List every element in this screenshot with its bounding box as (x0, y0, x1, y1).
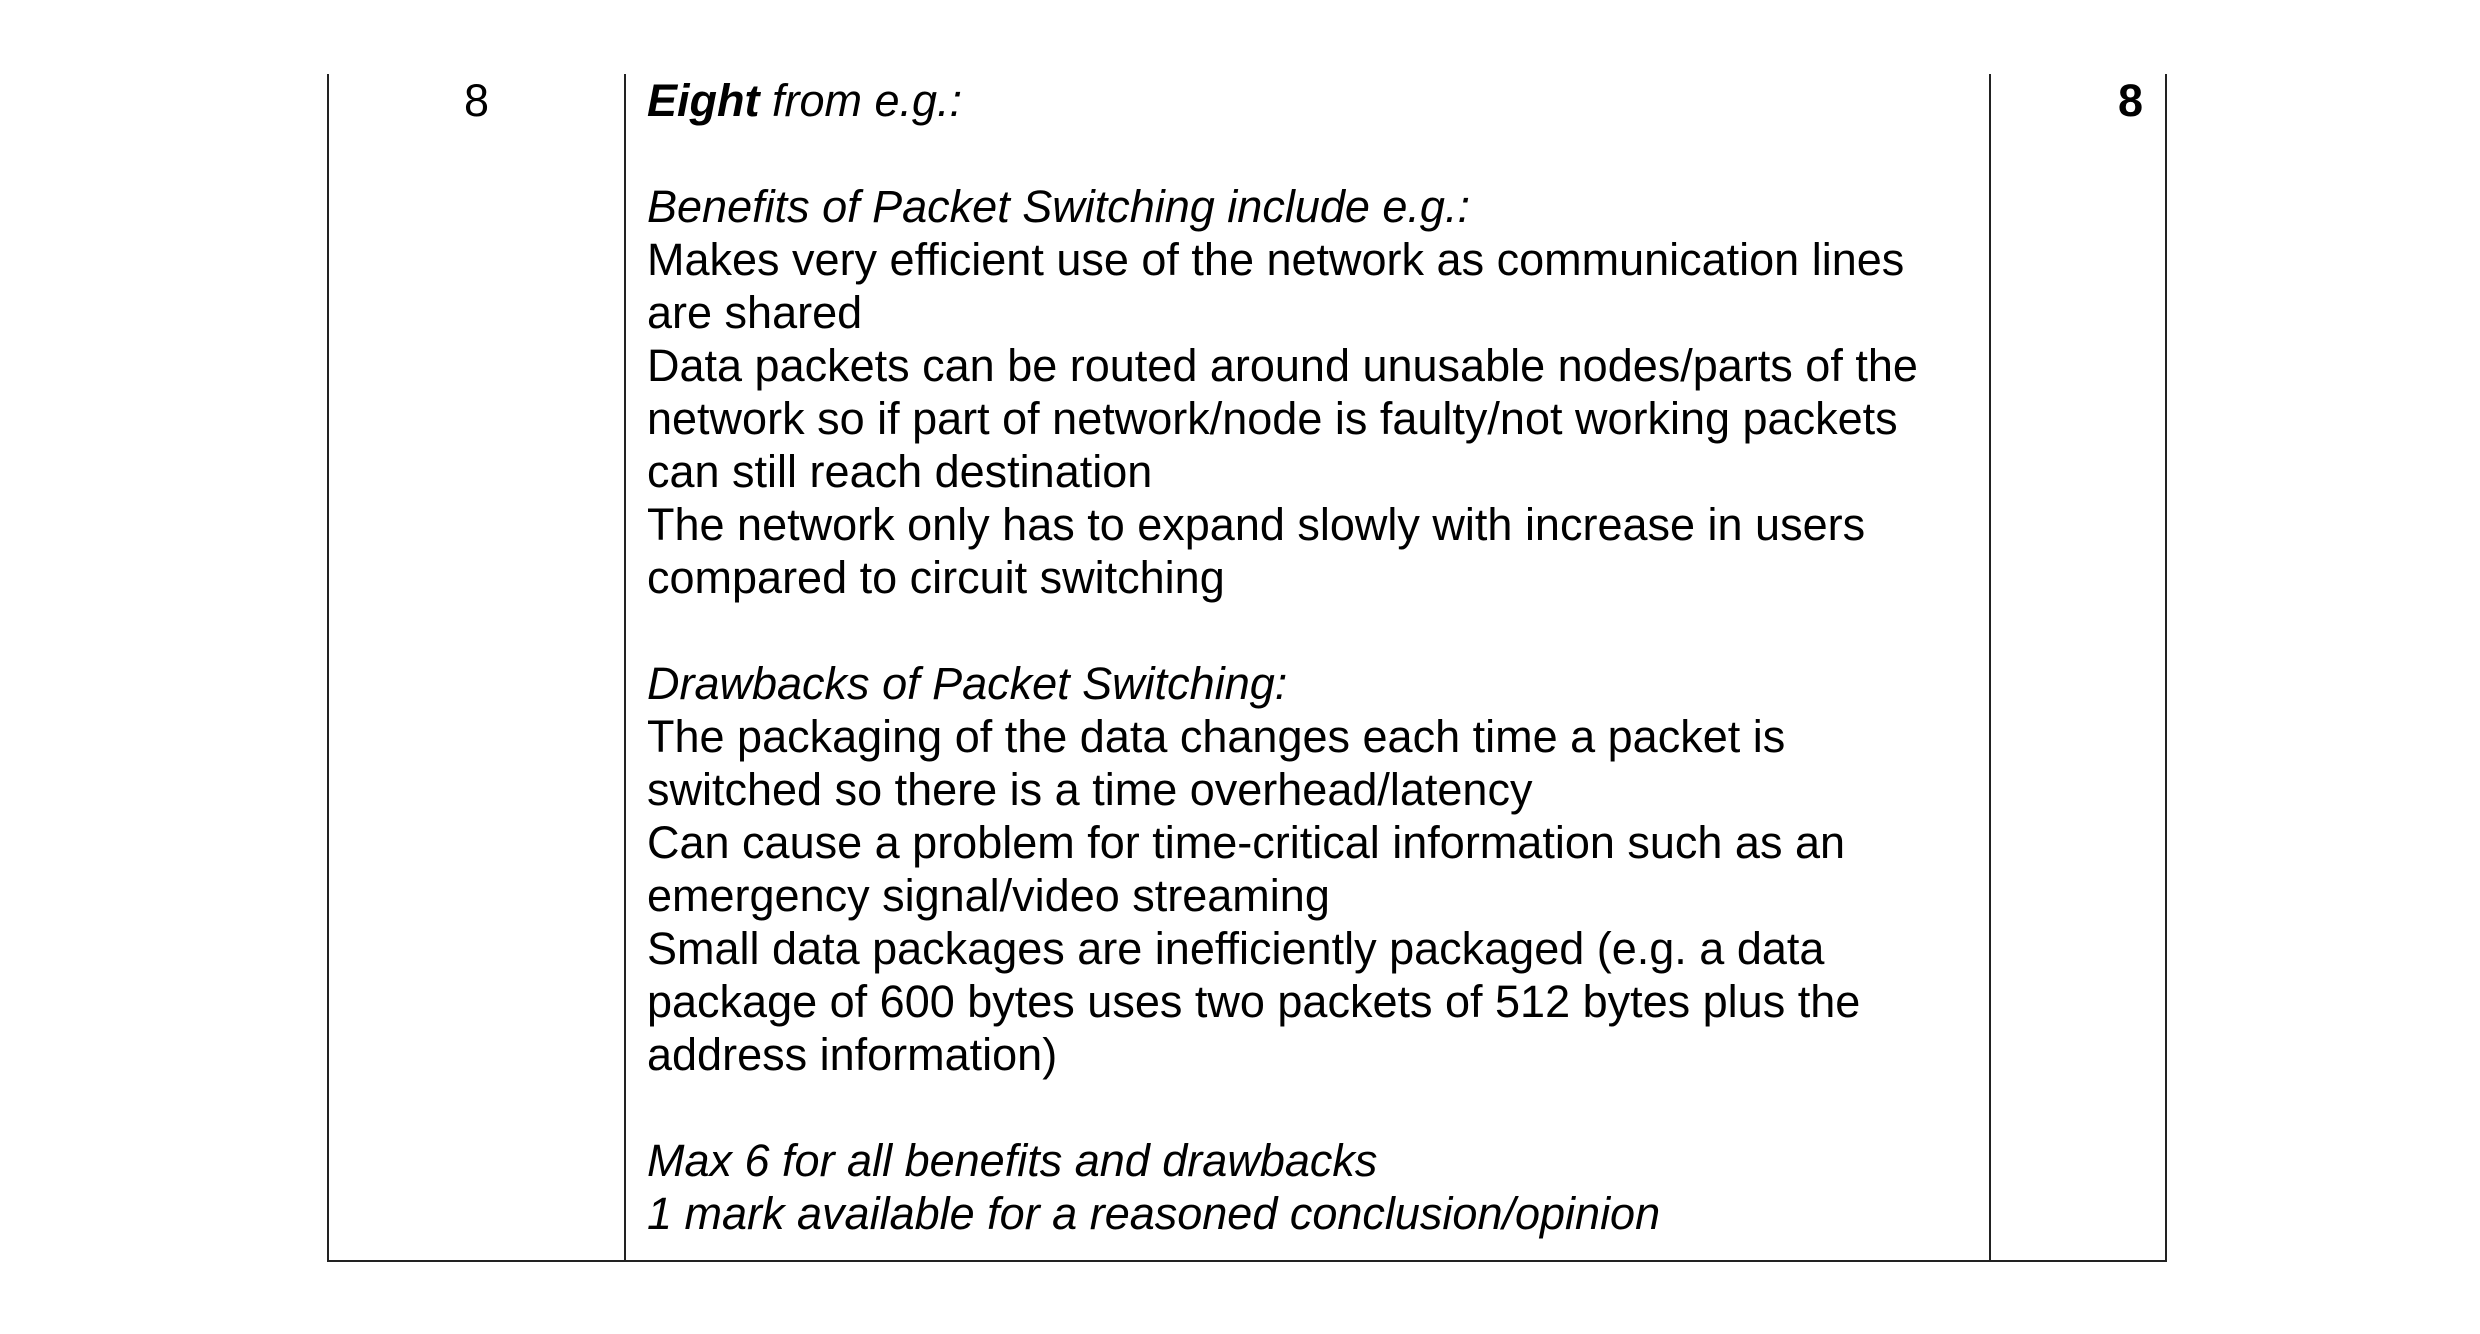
intro-rest: from e.g.: (759, 75, 963, 126)
drawback-line: Can cause a problem for time-critical information such as an (647, 817, 1846, 868)
benefit-line: are shared (647, 287, 863, 338)
benefit-line: The network only has to expand slowly with increase in users (647, 499, 1866, 550)
benefit-line: Makes very efficient use of the network as communication lines (647, 234, 1905, 285)
drawback-line: Small data packages are inefficiently packaged (e.g. a data (647, 923, 1825, 974)
drawback-line: package of 600 bytes uses two packets of 512 bytes plus the (647, 976, 1861, 1027)
benefit-line: network so if part of network/node is faulty/not working packets (647, 393, 1898, 444)
question-number: 8 (463, 75, 490, 126)
answer-cell (647, 74, 1977, 1240)
drawbacks-heading: Drawbacks of Packet Switching: (647, 658, 1288, 709)
benefit-line: Data packets can be routed around unusable nodes/parts of the (647, 340, 1918, 391)
intro-bold: Eight (647, 75, 760, 126)
benefits-heading: Benefits of Packet Switching include e.g.: (647, 181, 1470, 232)
column-divider (624, 74, 626, 1260)
benefit-line: compared to circuit switching (647, 552, 1225, 603)
column-divider (1989, 74, 1991, 1260)
mark-scheme-table (327, 74, 2167, 1262)
marks-value: 8 (2117, 75, 2143, 126)
answer-intro (647, 74, 1977, 127)
guidance-line: 1 mark available for a reasoned conclusion/opinion (647, 1188, 1661, 1239)
guidance-line: Max 6 for all benefits and drawbacks (647, 1135, 1378, 1186)
drawback-line: emergency signal/video streaming (647, 870, 1330, 921)
drawback-line: The packaging of the data changes each time a packet is (647, 711, 1786, 762)
benefit-line: can still reach destination (647, 446, 1153, 497)
drawback-line: address information) (647, 1029, 1058, 1080)
drawback-line: switched so there is a time overhead/latency (647, 764, 1533, 815)
